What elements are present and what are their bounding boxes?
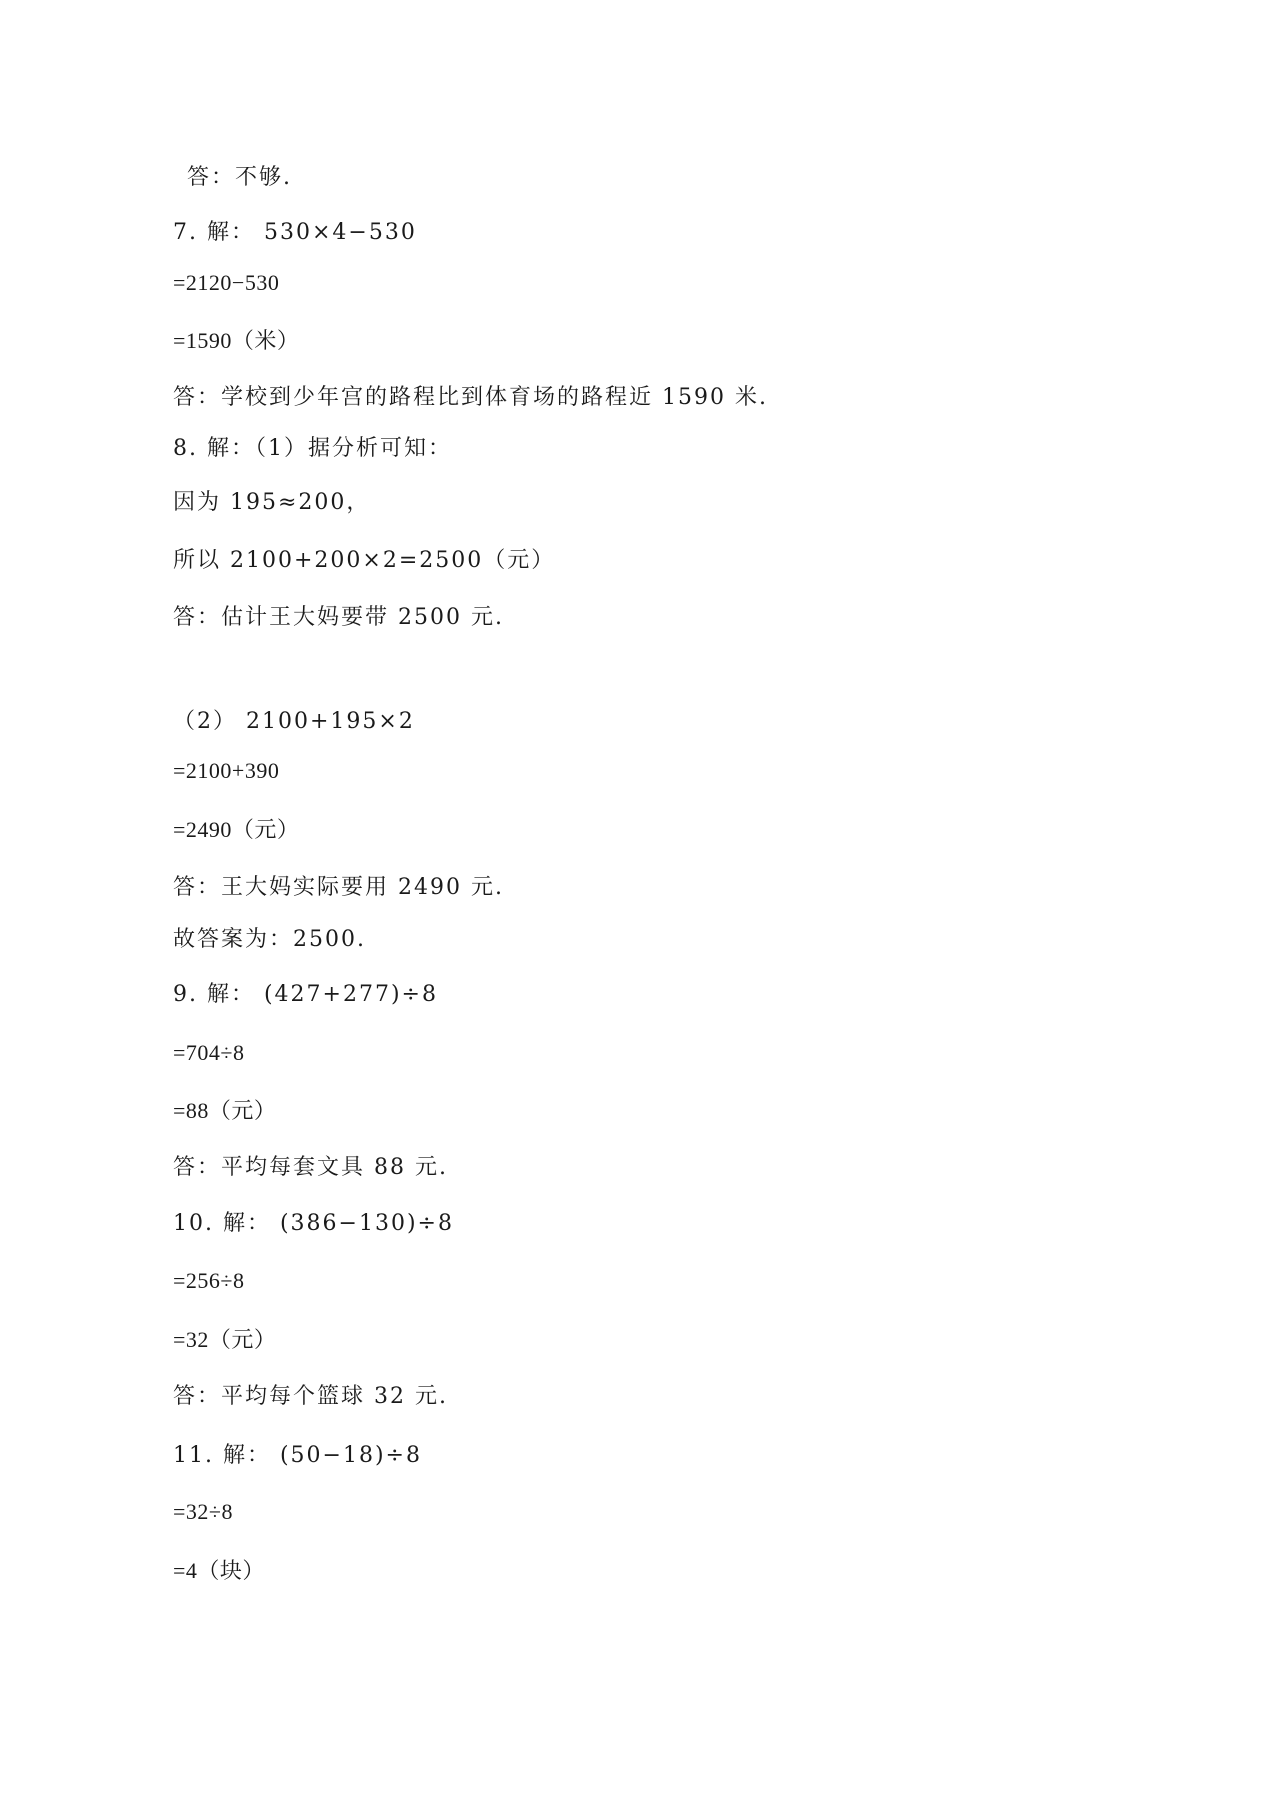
problem-9-heading: 9. 解： (427+277)÷8 xyxy=(173,982,438,1007)
calc-result: =32（元） xyxy=(173,1327,277,1352)
answer-line: 答：不够. xyxy=(187,165,292,190)
answer-line: 答：平均每套文具 88 元. xyxy=(173,1155,448,1180)
problem-11-heading: 11. 解： (50−18)÷8 xyxy=(173,1443,422,1468)
calc-step: =704÷8 xyxy=(173,1040,245,1065)
calc-step: =2100+390 xyxy=(173,758,280,783)
calc-result: =2490（元） xyxy=(173,817,300,842)
problem-8-heading: 8. 解：（1）据分析可知： xyxy=(173,436,452,461)
calc-step: 所以 2100+200×2=2500（元） xyxy=(173,548,556,573)
problem-8-part-2: （2） 2100+195×2 xyxy=(173,709,415,734)
calc-step: =32÷8 xyxy=(173,1499,233,1524)
calc-step: =2120−530 xyxy=(173,270,280,295)
final-answer-line: 故答案为：2500. xyxy=(173,927,366,952)
calc-step: =256÷8 xyxy=(173,1268,245,1293)
calc-result: =1590（米） xyxy=(173,328,300,353)
answer-line: 答：平均每个篮球 32 元. xyxy=(173,1384,448,1409)
problem-7-heading: 7. 解： 530×4−530 xyxy=(173,220,417,245)
calc-result: =88（元） xyxy=(173,1098,277,1123)
calc-step: 因为 195≈200， xyxy=(173,490,371,515)
problem-10-heading: 10. 解： (386−130)÷8 xyxy=(173,1211,454,1236)
answer-line: 答：学校到少年宫的路程比到体育场的路程近 1590 米. xyxy=(173,385,768,410)
answer-line: 答：王大妈实际要用 2490 元. xyxy=(173,875,504,900)
calc-result: =4（块） xyxy=(173,1558,265,1583)
answer-line: 答：估计王大妈要带 2500 元. xyxy=(173,605,504,630)
